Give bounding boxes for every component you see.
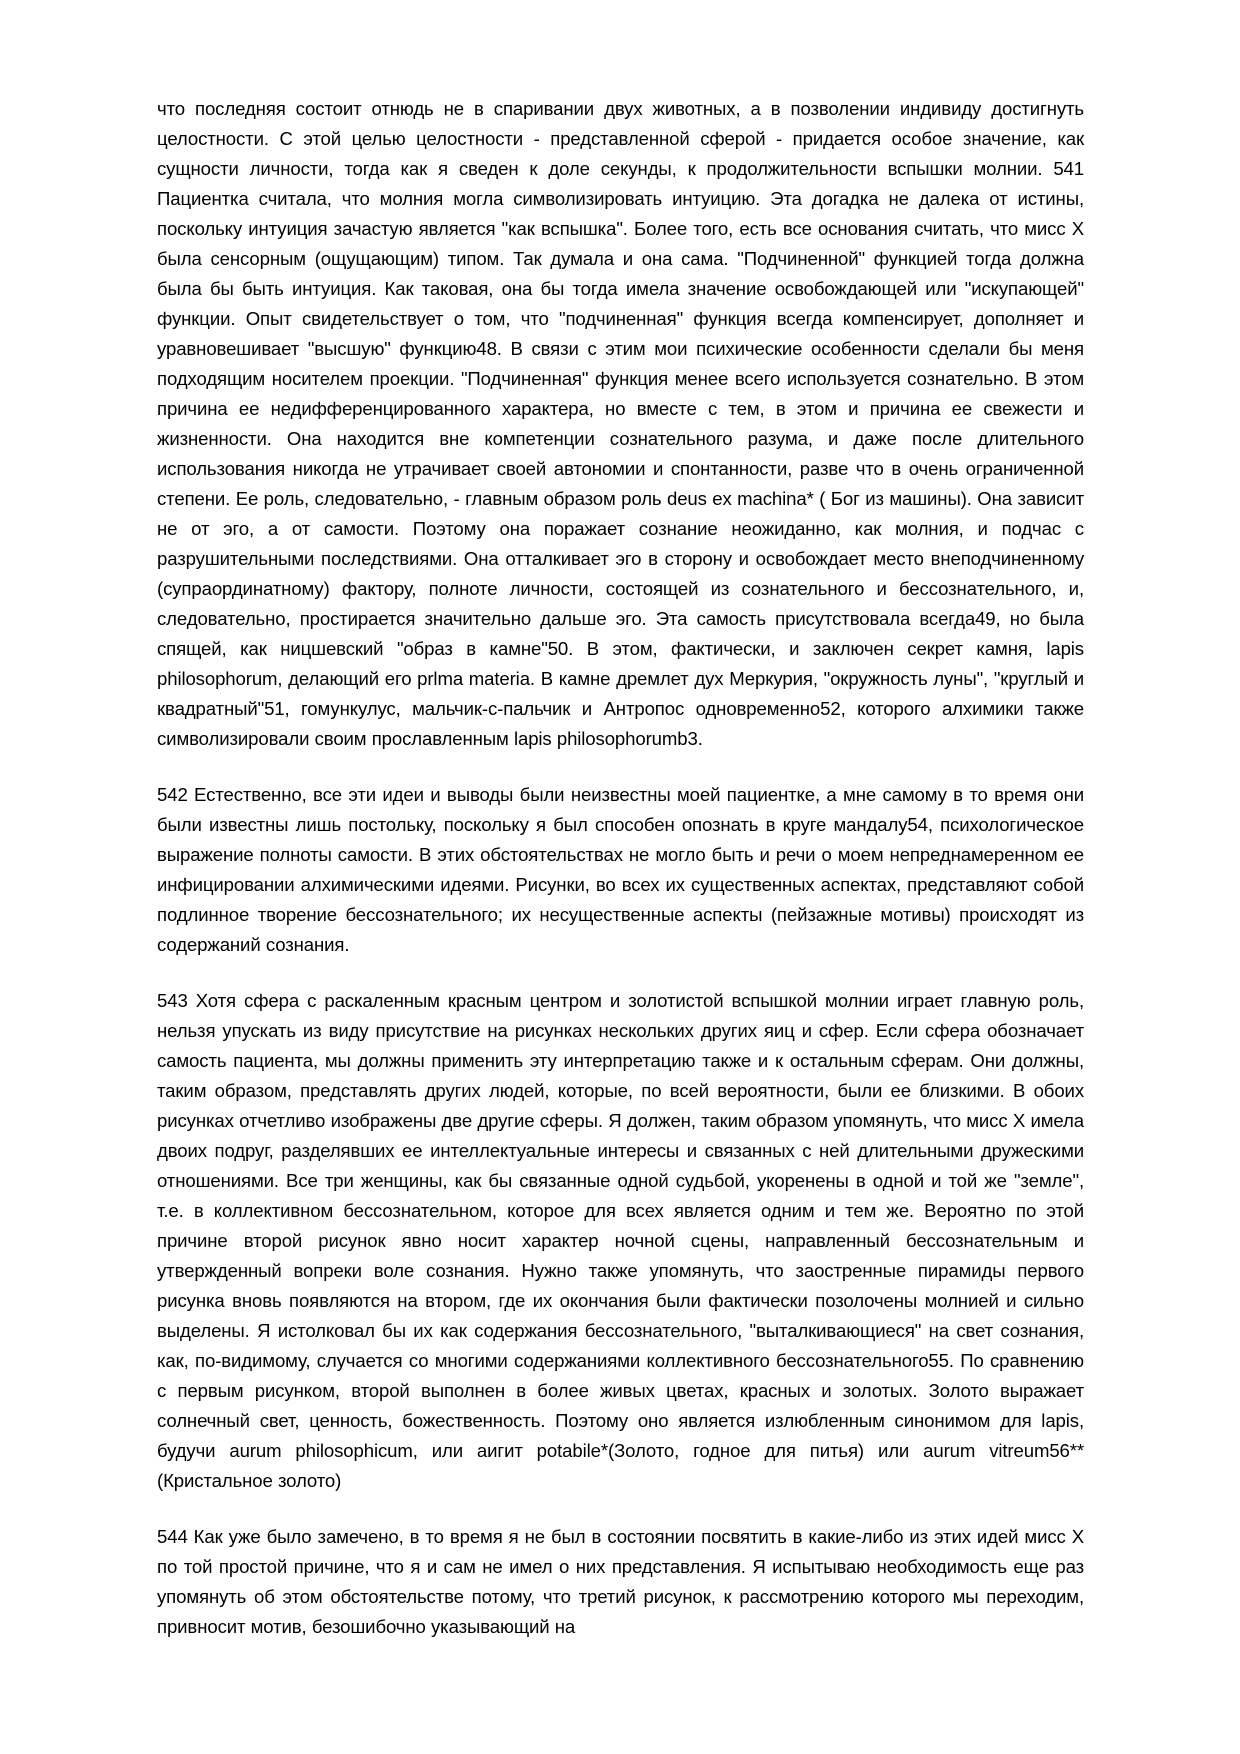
text-column: [157, 94, 1084, 1642]
paragraph-542: 542 Естественно, все эти идеи и выводы были неизвестны моей пациентке, а мне самому в то время они были известны лишь постольку, поскольку я был способен опознать в круге мандалу54, психологическое выражение полноты самости. В этих обстоятельствах не могло быть и речи о моем непреднамеренном ее инфицировании алхимическими идеями. Рисунки, во всех их существенных аспектах, представляют собой подлинное творение бессознательного; их несущественные аспекты (пейзажные мотивы) происходят из содержаний сознания.: [157, 784, 1084, 955]
paragraph-544: 544 Как уже было замечено, в то время я не был в состоянии посвятить в какие-либо из этих идей мисс X по той простой причине, что я и сам не имел о них представления. Я испытываю необходимость еще раз упомянуть об этом обстоятельстве потому, что третий рисунок, к рассмотрению которого мы переходим, привносит мотив, безошибочно указывающий на: [157, 1526, 1084, 1637]
paragraph-540-continued: что последняя состоит отнюдь не в спаривании двух животных, а в позволении индивиду достигнуть целостности. С этой целью целостности - представленной сферой - придается особое значение, как сущности личности, тогда как я сведен к доле секунды, к продолжительности вспышки молнии. 541 Пациентка считала, что молния могла символизировать интуицию. Эта догадка не далека от истины, поскольку интуиция зачастую является "как вспышка". Более того, есть все основания считать, что мисс X была сенсорным (ощущающим) типом. Так думала и она сама. "Подчиненной" функцией тогда должна была бы быть интуиция. Как таковая, она бы тогда имела значение освобождающей или "искупающей" функции. Опыт свидетельствует о том, что "подчиненная" функция всегда компенсирует, дополняет и уравновешивает "высшую" функцию48. В связи с этим мои психические особенности сделали бы меня подходящим носителем проекции. "Подчиненная" функция менее всего используется сознательно. В этом причина ее недифференцированного характера, но вместе с тем, в этом и причина ее свежести и жизненности. Она находится вне компетенции сознательного разума, и даже после длительного использования никогда не утрачивает своей автономии и спонтанности, разве что в очень ограниченной степени. Ее роль, следовательно, - главным образом роль deus ex machina* ( Бог из машины). Она зависит не от эго, а от самости. Поэтому она поражает сознание неожиданно, как молния, и подчас с разрушительными последствиями. Она отталкивает эго в сторону и освобождает место внеподчиненному (супраординатному) фактору, полноте личности, состоящей из сознательного и бессознательного, и, следовательно, простирается значительно дальше эго. Эта самость присутствовала всегда49, но была спящей, как ницшевский "образ в камне"50. В этом, фактически, и заключен секрет камня, lapis philosophorum, делающий его prlma materia. В камне дремлет дух Меркурия, "окружность луны", "круглый и квадратный"51, гомункулус, мальчик-с-пальчик и Антропос одновременно52, которого алхимики также символизировали своим прославленным lapis philosophorumb3.: [157, 98, 1084, 749]
paragraph-543: 543 Хотя сфера с раскаленным красным центром и золотистой вспышкой молнии играет главную роль, нельзя упускать из виду присутствие на рисунках нескольких других яиц и сфер. Если сфера обозначает самость пациента, мы должны применить эту интерпретацию также и к остальным сферам. Они должны, таким образом, представлять других людей, которые, по всей вероятности, были ее близкими. В обоих рисунках отчетливо изображены две другие сферы. Я должен, таким образом упомянуть, что мисс X имела двоих подруг, разделявших ее интеллектуальные интересы и связанных с ней длительными дружескими отношениями. Все три женщины, как бы связанные одной судьбой, укоренены в одной и той же "земле", т.е. в коллективном бессознательном, которое для всех является одним и тем же. Вероятно по этой причине второй рисунок явно носит характер ночной сцены, направленный бессознательным и утвержденный вопреки воле сознания. Нужно также упомянуть, что заостренные пирамиды первого рисунка вновь появляются на втором, где их окончания были фактически позолочены молнией и сильно выделены. Я истолковал бы их как содержания бессознательного, "выталкивающиеся" на свет сознания, как, по-видимому, случается со многими содержаниями коллективного бессознательного55. По сравнению с первым рисунком, второй выполнен в более живых цветах, красных и золотых. Золото выражает солнечный свет, ценность, божественность. Поэтому оно является излюбленным синонимом для lapis, будучи aurum philosophicum, или аигит potabile*(Золото, годное для питья) или aurum vitreum56**(Кристальное золото): [157, 990, 1084, 1491]
